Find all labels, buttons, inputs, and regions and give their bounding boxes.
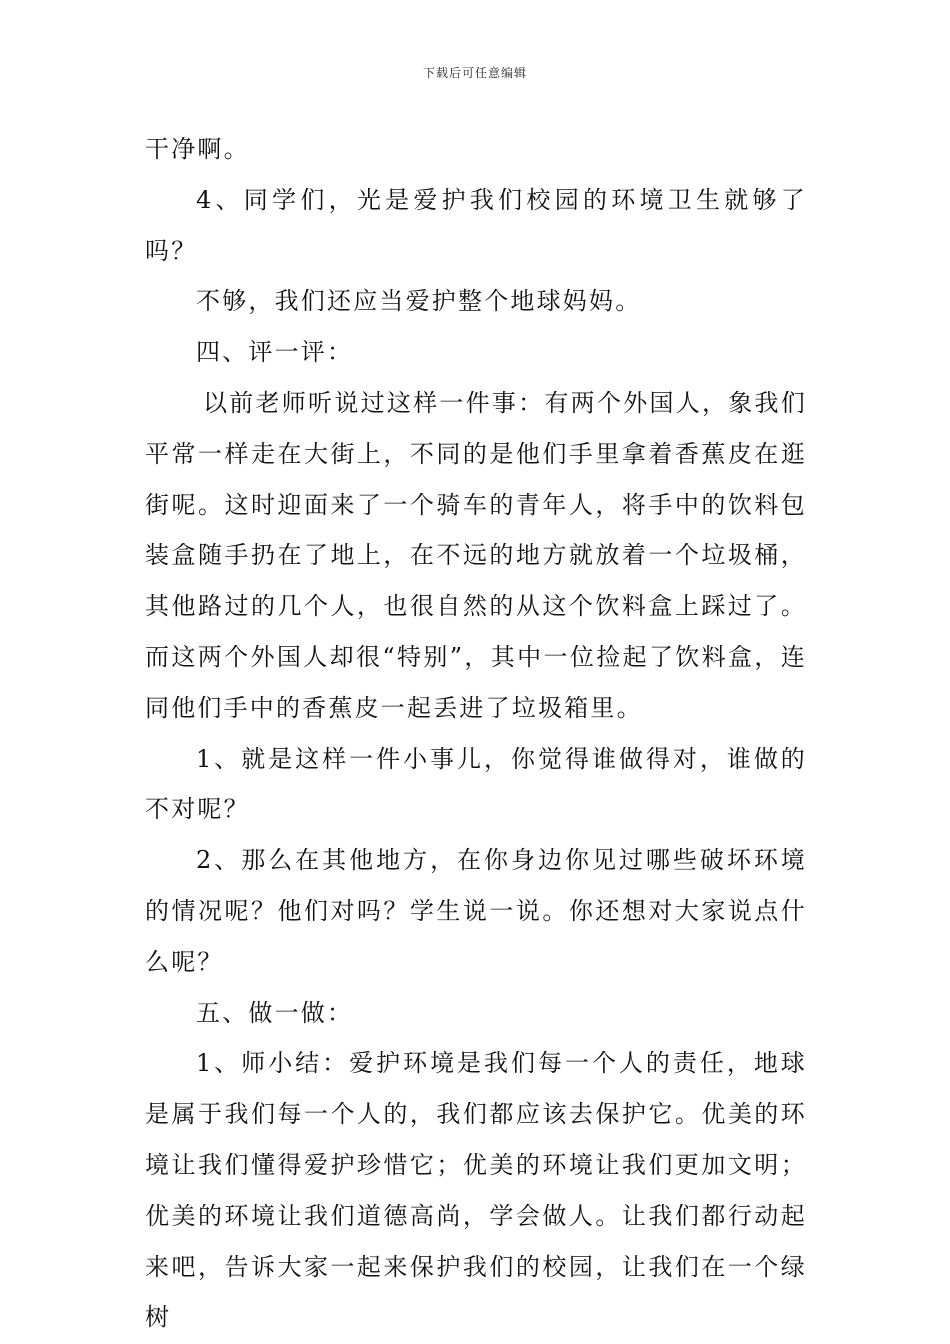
section-heading-evaluate: 四、评一评：: [196, 338, 354, 367]
document-body: [145, 124, 807, 1343]
paragraph-question-2: 2、那么在其他地方，在你身边你见过哪些破坏环境的情况呢？他们对吗？学生说一说。你还想对大家说点什么呢？: [145, 846, 807, 976]
paragraph-question-4: 4、同学们，光是爱护我们校园的环境卫生就够了吗？: [145, 185, 807, 265]
paragraph-answer: 不够，我们还应当爱护整个地球妈妈。: [196, 287, 642, 316]
section-heading-do: 五、做一做：: [196, 998, 354, 1027]
paragraph-summary: 1、师小结：爱护环境是我们每一个人的责任，地球是属于我们每一个人的，我们都应该去保护它。优美的环境让我们懂得爱护珍惜它；优美的环境让我们更加文明；优美的环境让我们道德高尚，学会做人。让我们都行动起来吧，告诉大家一起来保护我们的校园，让我们在一个绿树: [145, 1049, 807, 1332]
page-header: 下载后可任意编辑: [422, 66, 527, 80]
paragraph-continuation: 干净啊。: [145, 135, 250, 163]
paragraph-story: 以前老师听说过这样一件事：有两个外国人，象我们平常一样走在大街上，不同的是他们手里拿着香蕉皮在逛街呢。这时迎面来了一个骑车的青年人，将手中的饮料包装盒随手扔在了地上，在不远的地方就放着一个垃圾桶，其他路过的几个人，也很自然的从这个饮料盒上踩过了。而这两个外国人却很“特别”，其中一位捡起了饮料盒，连同他们手中的香蕉皮一起丢进了垃圾箱里。: [145, 388, 807, 722]
paragraph-question-1: 1、就是这样一件小事儿，你觉得谁做得对，谁做的不对呢？: [145, 744, 807, 824]
